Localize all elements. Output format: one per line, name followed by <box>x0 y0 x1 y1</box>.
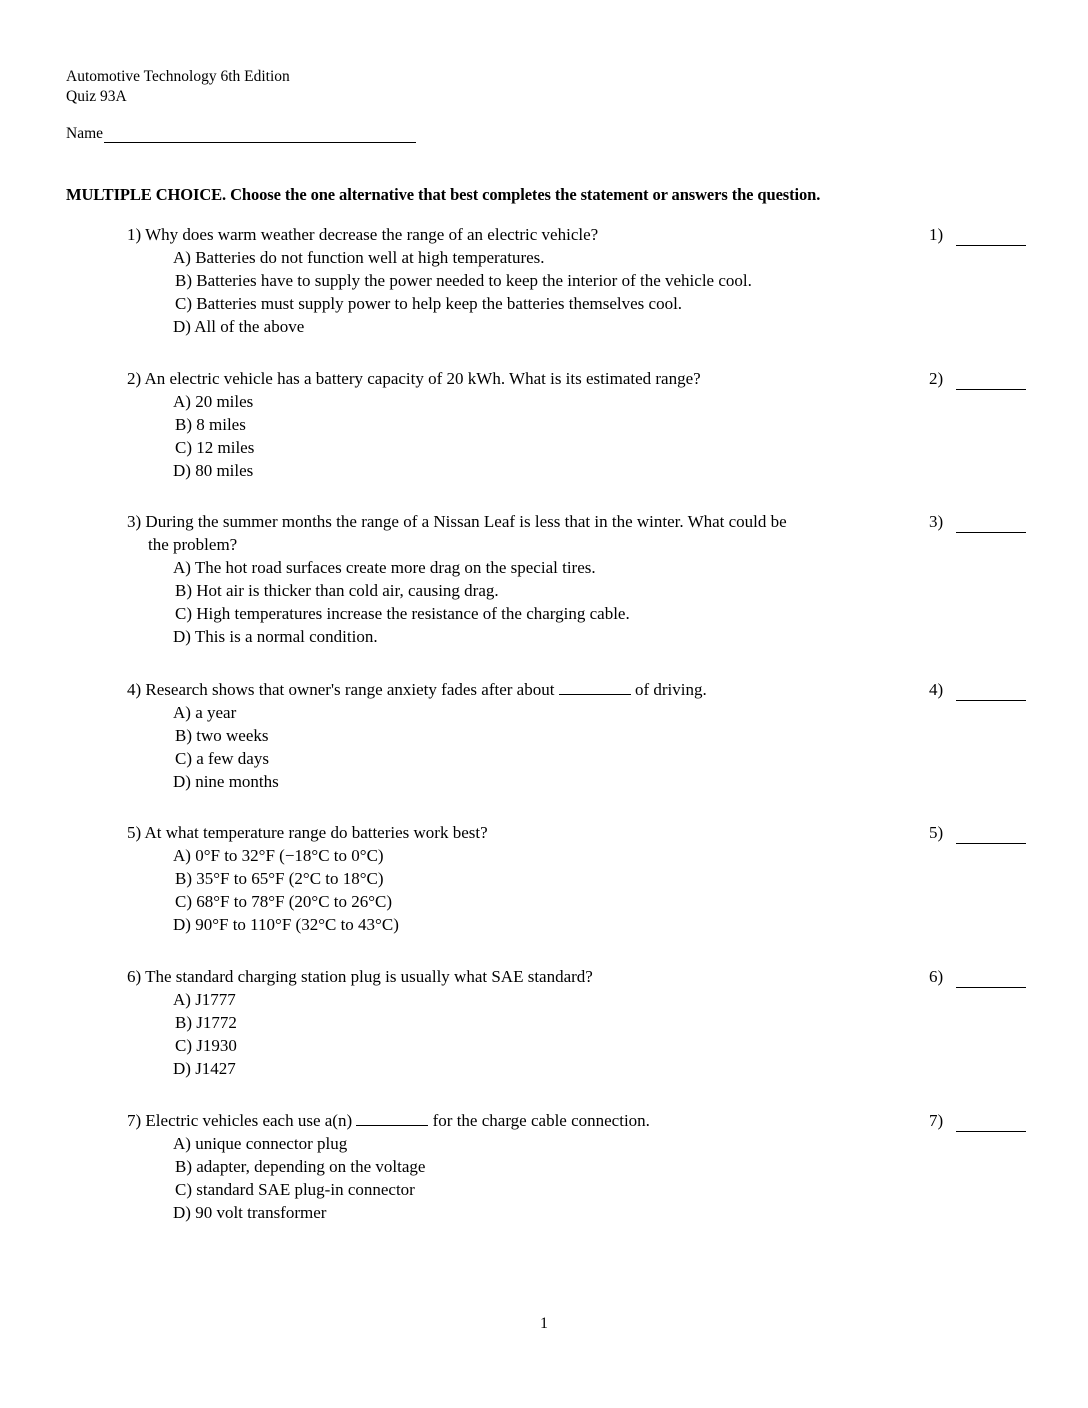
document-header <box>66 67 290 107</box>
stem-part-after: for the charge cable connection. <box>428 1111 650 1130</box>
choice-c: C) J1930 <box>175 1036 237 1055</box>
question-stem: 5) At what temperature range do batteries work best? <box>127 823 488 842</box>
answer-slot <box>929 821 1026 844</box>
answer-slot <box>929 1109 1026 1132</box>
answer-number: 6) <box>929 967 944 986</box>
answer-blank[interactable] <box>956 227 1026 246</box>
choice-c: C) Batteries must supply power to help keep the batteries themselves cool. <box>175 294 683 313</box>
choice-c: C) a few days <box>175 749 269 768</box>
question-stem: 6) The standard charging station plug is usually what SAE standard? <box>127 967 593 986</box>
answer-slot <box>929 965 1026 988</box>
stem-part-before: 7) Electric vehicles each use a(n) <box>127 1111 357 1130</box>
choice-b: B) J1772 <box>175 1013 237 1032</box>
choice-d: D) nine months <box>173 772 279 791</box>
choice-a: A) The hot road surfaces create more drag on the special tires. <box>173 558 596 577</box>
choice-b: B) 8 miles <box>175 415 246 434</box>
answer-slot <box>929 510 1026 533</box>
question-stem <box>127 678 897 701</box>
question-stem-continued: the problem? <box>148 535 238 554</box>
choice-a: A) Batteries do not function well at high temperatures. <box>173 248 545 267</box>
question-5 <box>127 821 1027 936</box>
question-7 <box>127 1109 1027 1224</box>
quiz-title: Quiz 93A <box>66 88 127 105</box>
fill-in-blank <box>559 680 631 695</box>
question-6 <box>127 965 1027 1080</box>
page-number: 1 <box>540 1315 548 1332</box>
choice-d: D) J1427 <box>173 1059 236 1078</box>
answer-number: 3) <box>929 512 944 531</box>
answer-blank[interactable] <box>956 969 1026 988</box>
question-1 <box>127 223 1027 338</box>
choice-d: D) 90 volt transformer <box>173 1203 327 1222</box>
choice-b: B) 35°F to 65°F (2°C to 18°C) <box>175 869 384 888</box>
choice-b: B) Hot air is thicker than cold air, causing drag. <box>175 581 499 600</box>
answer-blank[interactable] <box>956 371 1026 390</box>
answer-slot <box>929 367 1026 390</box>
question-stem: 3) During the summer months the range of a Nissan Leaf is less that in the winter. What could be <box>127 512 787 531</box>
choice-b: B) two weeks <box>175 726 269 745</box>
answer-number: 4) <box>929 680 944 699</box>
answer-number: 5) <box>929 823 944 842</box>
choice-d: D) 90°F to 110°F (32°C to 43°C) <box>173 915 399 934</box>
answer-slot <box>929 678 1026 701</box>
fill-in-blank <box>356 1111 428 1126</box>
answer-blank[interactable] <box>956 682 1026 701</box>
stem-part-before: 4) Research shows that owner's range anxiety fades after about <box>127 680 559 699</box>
answer-slot <box>929 223 1026 246</box>
choice-d: D) All of the above <box>173 317 305 336</box>
answer-number: 1) <box>929 225 944 244</box>
choice-a: A) 0°F to 32°F (−18°C to 0°C) <box>173 846 384 865</box>
question-3 <box>127 510 1027 648</box>
choice-b: B) adapter, depending on the voltage <box>175 1157 426 1176</box>
name-label: Name <box>66 125 104 142</box>
answer-number: 2) <box>929 369 944 388</box>
choice-a: A) J1777 <box>173 990 236 1009</box>
question-4 <box>127 678 1027 793</box>
choice-c: C) 68°F to 78°F (20°C to 26°C) <box>175 892 393 911</box>
answer-blank[interactable] <box>956 514 1026 533</box>
stem-part-after: of driving. <box>630 680 707 699</box>
instructions: MULTIPLE CHOICE. Choose the one alternative that best completes the statement or answers the question. <box>66 185 821 204</box>
choice-a: A) unique connector plug <box>173 1134 348 1153</box>
question-stem <box>127 1109 897 1132</box>
name-blank-line[interactable] <box>104 126 416 143</box>
choice-d: D) 80 miles <box>173 461 254 480</box>
choice-c: C) standard SAE plug-in connector <box>175 1180 415 1199</box>
choice-a: A) 20 miles <box>173 392 254 411</box>
question-stem: 2) An electric vehicle has a battery capacity of 20 kWh. What is its estimated range? <box>127 369 701 388</box>
choice-d: D) This is a normal condition. <box>173 627 378 646</box>
answer-blank[interactable] <box>956 1113 1026 1132</box>
answer-number: 7) <box>929 1111 944 1130</box>
name-field <box>66 125 416 143</box>
choice-b: B) Batteries have to supply the power needed to keep the interior of the vehicle cool. <box>175 271 752 290</box>
question-stem: 1) Why does warm weather decrease the range of an electric vehicle? <box>127 225 599 244</box>
choice-c: C) 12 miles <box>175 438 255 457</box>
book-title: Automotive Technology 6th Edition <box>66 68 290 85</box>
choice-a: A) a year <box>173 703 237 722</box>
question-2 <box>127 367 1027 482</box>
choice-c: C) High temperatures increase the resistance of the charging cable. <box>175 604 630 623</box>
answer-blank[interactable] <box>956 825 1026 844</box>
